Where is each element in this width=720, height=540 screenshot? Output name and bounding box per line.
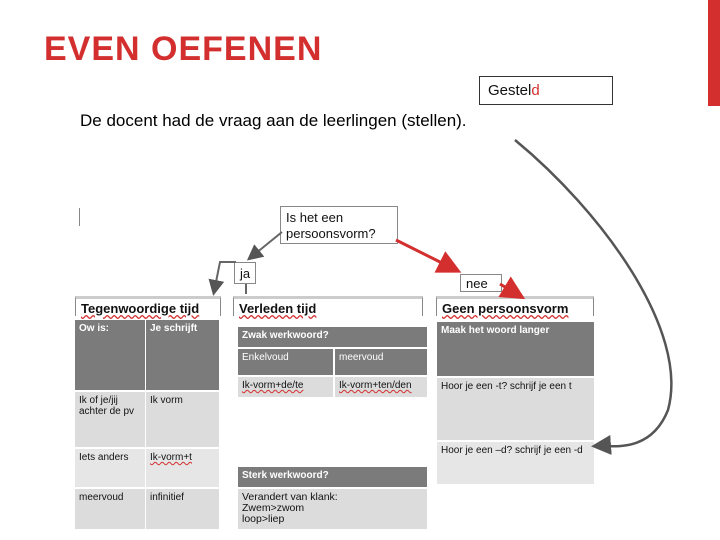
past-header-text: Verleden tijd (239, 301, 317, 316)
present-cell: Ik vorm (146, 392, 219, 447)
strong-example-1: Zwem>zwom (242, 502, 305, 514)
present-cell: Je schrijft (146, 320, 219, 390)
curved-arrow-to-answer (515, 140, 671, 446)
present-cell: meervoud (75, 489, 145, 529)
yes-box: ja (234, 262, 256, 284)
no-box: nee (460, 274, 502, 292)
nonpv-header-text: Geen persoonsvorm (442, 301, 569, 316)
answer-ending: d (531, 82, 540, 99)
present-cell: infinitief (146, 489, 219, 529)
nonpv-cell: Hoor je een -t? schrijf je een t (437, 378, 594, 440)
weak-verb-title: Zwak werkwoord? (238, 327, 427, 347)
weak-col-2: meervoud (335, 349, 427, 375)
exercise-sentence: De docent had de vraag aan de leerlingen (stellen). (80, 111, 467, 130)
arrow-yes-to-present (214, 262, 236, 292)
question-line-1: Is het een (286, 210, 344, 225)
present-cell: Ik of je/jij achter de pv (75, 392, 145, 447)
answer-text: Gestel (488, 82, 532, 99)
present-cell: Ow is: (75, 320, 145, 390)
arrow-to-no (396, 240, 456, 270)
strong-verb-title: Sterk werkwoord? (238, 467, 427, 487)
weak-val-1-text: Ik-vorm+de/te (242, 380, 304, 391)
present-cell-text: Ik-vorm+t (150, 452, 192, 463)
arrow-to-yes (250, 232, 282, 258)
nonpv-cell: Maak het woord langer (437, 322, 594, 376)
question-line-2: persoonsvorm? (286, 226, 376, 241)
strong-example-2: loop>liep (242, 513, 285, 525)
present-header-text: Tegenwoordige tijd (81, 301, 200, 316)
present-cell: Iets anders (75, 449, 145, 487)
page-title: EVEN OEFENEN (44, 30, 323, 68)
weak-col-1: Enkelvoud (238, 349, 333, 375)
strong-verb-text: Verandert van klank: (242, 491, 338, 503)
arrow-no-to-nonpv (500, 284, 520, 296)
weak-val-2-text: Ik-vorm+ten/den (339, 380, 412, 391)
nonpv-cell: Hoor je een –d? schrijf je een -d (437, 442, 594, 484)
